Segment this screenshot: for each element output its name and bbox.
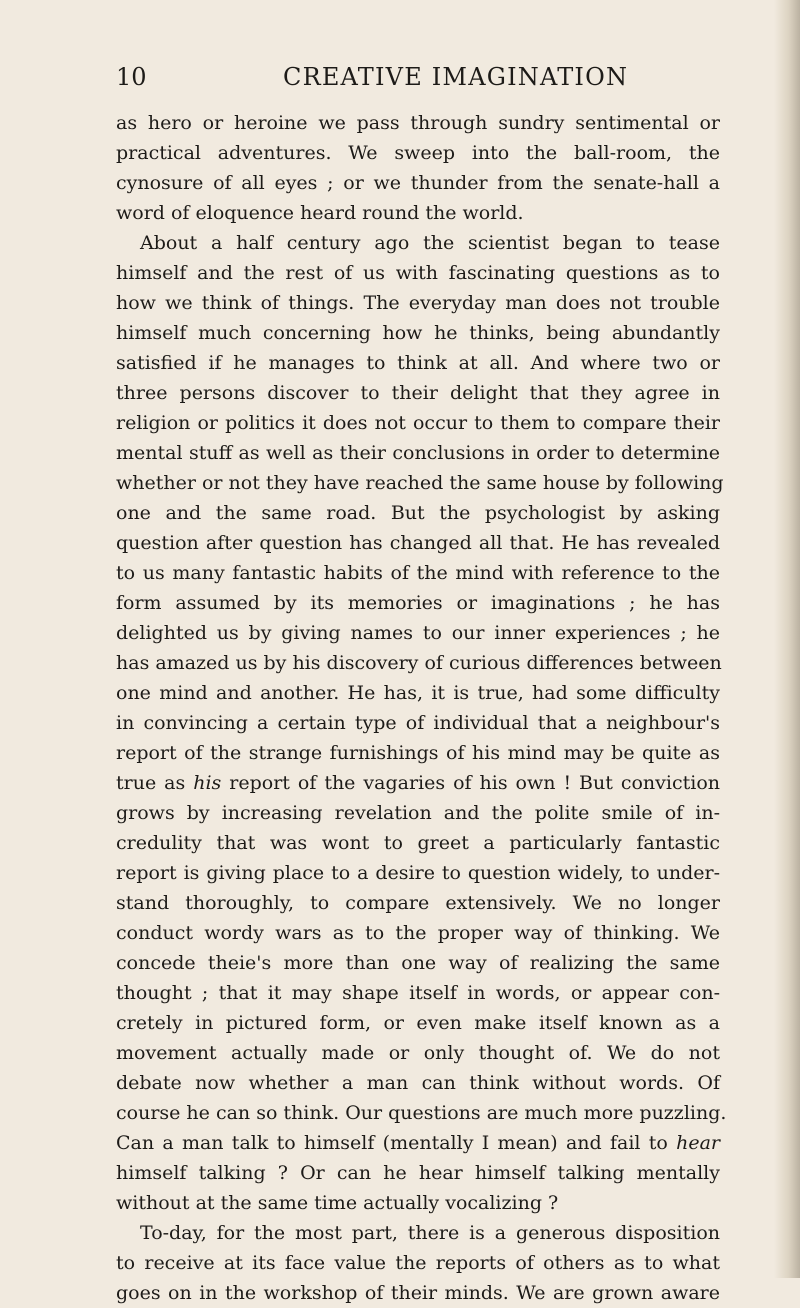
body-text — [116, 108, 727, 1308]
text-line: to us many fantastic habits of the mind with reference to the — [116, 562, 720, 584]
text-segment: Can a man talk to himself (mentally I mean) and fail to — [116, 1132, 677, 1154]
text-line: practical adventures. We sweep into the ball-room, the — [116, 142, 720, 164]
text-line: without at the same time actually vocalizing ? — [116, 1192, 559, 1214]
text-line: thought ; that it may shape itself in words, or appear con- — [116, 982, 720, 1004]
text-line: movement actually made or only thought of. We do not — [116, 1042, 720, 1064]
text-line: credulity that was wont to greet a particularly fantastic — [116, 832, 720, 854]
text-line: as hero or heroine we pass through sundry sentimental or — [116, 112, 720, 134]
text-line: conduct wordy wars as to the proper way of thinking. We — [116, 922, 720, 944]
text-line: debate now whether a man can think without words. Of — [116, 1072, 720, 1094]
text-line-with-italic — [116, 1128, 720, 1158]
text-line: cynosure of all eyes ; or we thunder from the senate-hall a — [116, 172, 720, 194]
text-line: form assumed by its memories or imaginations ; he has — [116, 592, 720, 614]
text-line: concede theie's more than one way of realizing the same — [116, 952, 720, 974]
text-line: course he can so think. Our questions are much more puzzling. — [116, 1102, 727, 1124]
text-line: cretely in pictured form, or even make itself known as a — [116, 1012, 720, 1034]
text-line: how we think of things. The everyday man does not trouble — [116, 292, 720, 314]
text-line: report of the strange furnishings of his mind may be quite as — [116, 742, 720, 764]
text-line: religion or politics it does not occur to them to compare their — [116, 412, 720, 434]
text-line: grows by increasing revelation and the polite smile of in- — [116, 802, 720, 824]
text-segment: report of the vagaries of his own ! But conviction — [221, 772, 721, 794]
running-title: CREATIVE IMAGINATION — [283, 63, 629, 91]
text-line: question after question has changed all that. He has revealed — [116, 532, 720, 554]
text-line: himself much concerning how he thinks, being abundantly — [116, 322, 720, 344]
text-line: to receive at its face value the reports of others as to what — [116, 1252, 720, 1274]
text-line: one mind and another. He has, it is true, had some difficulty — [116, 682, 720, 704]
page-edge-shadow — [774, 0, 800, 1278]
text-line-with-italic — [116, 768, 720, 798]
text-line: in convincing a certain type of individual that a neighbour's — [116, 712, 720, 734]
text-line: has amazed us by his discovery of curious differences between — [116, 652, 722, 674]
paragraph-start-line: About a half century ago the scientist began to tease — [140, 232, 720, 254]
text-line: himself talking ? Or can he hear himself talking mentally — [116, 1162, 720, 1184]
text-line: mental stuff as well as their conclusions in order to determine — [116, 442, 720, 464]
text-line: word of eloquence heard round the world. — [116, 202, 524, 224]
text-line: three persons discover to their delight that they agree in — [116, 382, 720, 404]
page-header — [116, 62, 720, 96]
page-number: 10 — [116, 63, 147, 91]
paragraph-start-line: To-day, for the most part, there is a generous disposition — [140, 1222, 720, 1244]
text-line: one and the same road. But the psychologist by asking — [116, 502, 720, 524]
text-line: report is giving place to a desire to question widely, to under- — [116, 862, 720, 884]
text-line: delighted us by giving names to our inner experiences ; he — [116, 622, 720, 644]
text-line: goes on in the workshop of their minds. We are grown aware — [116, 1282, 720, 1304]
text-line: satisfied if he manages to think at all. And where two or — [116, 352, 720, 374]
text-line: whether or not they have reached the same house by following — [116, 472, 724, 494]
italic-word: his — [193, 772, 222, 794]
italic-word: hear — [676, 1132, 720, 1154]
text-line: himself and the rest of us with fascinating questions as to — [116, 262, 720, 284]
text-line: stand thoroughly, to compare extensively. We no longer — [116, 892, 720, 914]
text-segment: true as — [116, 772, 194, 794]
